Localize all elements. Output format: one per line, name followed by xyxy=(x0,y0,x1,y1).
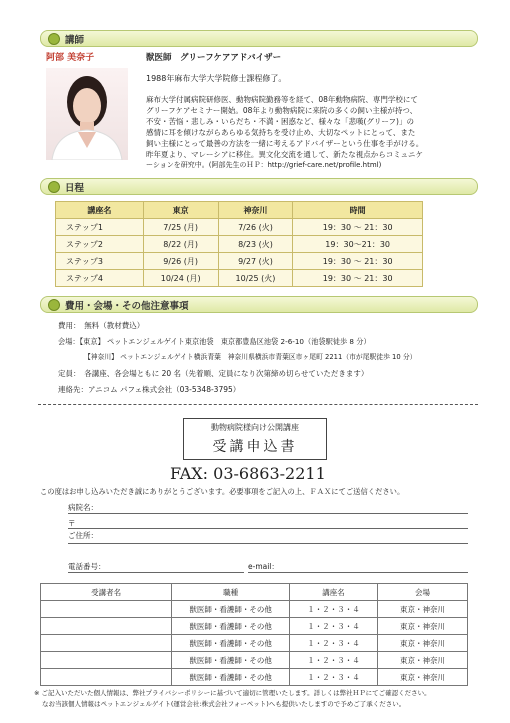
time-cell: 19：30 ～ 21：30 xyxy=(293,270,423,287)
header-kanagawa: 神奈川 xyxy=(218,202,293,219)
applicant-name-field[interactable] xyxy=(41,618,172,635)
bio-line: 昨年夏より、マレーシアに移住。異文化交流を通して、新たな視点からコミュニケ xyxy=(146,150,424,159)
lecturer-degree: 1988年麻布大学大学院修士課程修了。 xyxy=(146,74,287,83)
form-subtitle: 動物病院様向け公開講座 xyxy=(211,423,299,432)
tokyo-date-cell: 7/25 (月) xyxy=(143,219,218,236)
applicant-table xyxy=(40,583,468,686)
bio-line: 不安・苦悩・悲しみ・いらだち・不満・困惑など、様々な「悲嘆(グリーフ)」の xyxy=(146,117,414,126)
form-intro: この度はお申し込みいただき誠にありがとうございます。必要事項をご記入の上、ＦＡＸにてご送信ください。 xyxy=(40,487,405,496)
kanagawa-date-cell: 10/25 (火) xyxy=(218,270,293,287)
bio-line: 麻布大学付属病院研修医、動物病院勤務等を経て、08年動物病院、専門学校にて xyxy=(146,95,418,104)
table-row xyxy=(41,618,468,635)
job-options[interactable]: 獣医師・看護師・その他 xyxy=(172,652,290,669)
lecturer-photo xyxy=(46,68,128,160)
applicant-name-field[interactable] xyxy=(41,635,172,652)
bio-line: ーションを研究中。(阿部先生のＨＰ：http://grief-care.net/profile.html) xyxy=(146,161,382,169)
address-field[interactable] xyxy=(68,543,468,544)
lecturer-section-header xyxy=(40,30,478,47)
venue-options[interactable]: 東京・神奈川 xyxy=(377,652,467,669)
bullet-icon xyxy=(48,299,60,311)
course-cell: ステップ4 xyxy=(56,270,144,287)
course-cell: ステップ3 xyxy=(56,253,144,270)
applicant-name-field[interactable] xyxy=(41,652,172,669)
venue-options[interactable]: 東京・神奈川 xyxy=(377,618,467,635)
job-options[interactable]: 獣医師・看護師・その他 xyxy=(172,669,290,686)
form-title-box xyxy=(183,418,327,460)
schedule-header-row xyxy=(56,202,423,219)
info-section-title: 費用・会場・その他注意事項 xyxy=(65,301,189,312)
bio-line: グリーフケアセミナー開始。08年より動物病院に来院の多くの飼い主様が持つ、 xyxy=(146,106,418,115)
job-options[interactable]: 獣医師・看護師・その他 xyxy=(172,635,290,652)
tokyo-date-cell: 8/22 (月) xyxy=(143,236,218,253)
venue-kanagawa-text: 【神奈川】 ペットエンジェルゲイト横浜青葉 神奈川県横浜市青葉区市ヶ尾町 2211（市が尾駅徒歩 10 分） xyxy=(84,353,417,361)
capacity-text: 定員： 各講座、各会場ともに 20 名（先着順、定員になり次第締め切らせていただきます） xyxy=(58,369,369,378)
fax-number: FAX: 03-6863-2211 xyxy=(170,464,326,483)
bio-line: 飼い主様にとって最善の方法を一緒に考えるアドバイザーという仕事を手がける。 xyxy=(146,139,424,148)
lecturer-name: 阿部 美奈子 xyxy=(46,53,95,63)
course-cell: ステップ2 xyxy=(56,236,144,253)
table-row xyxy=(41,669,468,686)
header-venue: 会場 xyxy=(377,584,467,601)
course-options[interactable]: １・２・３・４ xyxy=(289,601,377,618)
fee-text: 費用： 無料（教材費込） xyxy=(58,321,145,330)
phone-field[interactable] xyxy=(68,572,244,573)
hospital-label: 病院名： xyxy=(68,503,98,512)
header-job: 職種 xyxy=(172,584,290,601)
venue-options[interactable]: 東京・神奈川 xyxy=(377,669,467,686)
kanagawa-date-cell: 9/27 (火) xyxy=(218,253,293,270)
course-cell: ステップ1 xyxy=(56,219,144,236)
cut-line xyxy=(38,404,478,405)
bullet-icon xyxy=(48,33,60,45)
header-course: 講座名 xyxy=(289,584,377,601)
header-tokyo: 東京 xyxy=(143,202,218,219)
table-row xyxy=(41,652,468,669)
venue-options[interactable]: 東京・神奈川 xyxy=(377,635,467,652)
kanagawa-date-cell: 8/23 (火) xyxy=(218,236,293,253)
table-row xyxy=(41,601,468,618)
schedule-section-header xyxy=(40,178,478,195)
kanagawa-date-cell: 7/26 (火) xyxy=(218,219,293,236)
phone-label: 電話番号： xyxy=(68,562,106,571)
table-row xyxy=(41,635,468,652)
table-row xyxy=(56,270,423,287)
privacy-note: ※ ご記入いただいた個人情報は、弊社プライバシーポリシーに基づいて適切に管理いたします。詳しくは弊社ＨＰにてご確認ください。 xyxy=(34,689,431,697)
lecturer-section-title: 講師 xyxy=(65,35,85,46)
address-label: ご住所： xyxy=(68,531,98,540)
time-cell: 19：30 ～ 21：30 xyxy=(293,219,423,236)
header-time: 時間 xyxy=(293,202,423,219)
info-section-header xyxy=(40,296,478,313)
table-row xyxy=(56,236,423,253)
bullet-icon xyxy=(48,181,60,193)
applicant-name-field[interactable] xyxy=(41,669,172,686)
applicant-name-field[interactable] xyxy=(41,601,172,618)
schedule-table xyxy=(55,201,423,287)
email-field[interactable] xyxy=(248,572,468,573)
job-options[interactable]: 獣医師・看護師・その他 xyxy=(172,601,290,618)
time-cell: 19：30 ～ 21：30 xyxy=(293,253,423,270)
header-applicant-name: 受講者名 xyxy=(41,584,172,601)
postal-field[interactable] xyxy=(68,528,468,529)
privacy-note-2: なお当該個人情報はペットエンジェルゲイト(運営会社:株式会社フォーペット)へも提供いたしますので予めご了承ください。 xyxy=(42,700,406,708)
applicant-header-row xyxy=(41,584,468,601)
table-row xyxy=(56,219,423,236)
course-options[interactable]: １・２・３・４ xyxy=(289,635,377,652)
course-options[interactable]: １・２・３・４ xyxy=(289,618,377,635)
contact-text: 連絡先：アニコム パフェ株式会社（03-5348-3795） xyxy=(58,385,241,394)
postal-label: 〒 xyxy=(68,519,76,528)
schedule-section-title: 日程 xyxy=(65,183,85,194)
header-course: 講座名 xyxy=(56,202,144,219)
table-row xyxy=(56,253,423,270)
form-title: 受講申込書 xyxy=(212,439,298,455)
bio-line: 感情に耳を傾けながらあらゆる気持ちを受け止め、大切なペットにとって、また xyxy=(146,128,416,137)
venue-tokyo-text: 会場：【東京】 ペットエンジェルゲイト東京池袋 東京都豊島区池袋 2-6-10（池袋駅徒歩 8 分） xyxy=(58,337,371,346)
tokyo-date-cell: 9/26 (月) xyxy=(143,253,218,270)
lecturer-role: 獣医師 グリーフケアアドバイザー xyxy=(146,53,282,63)
email-label: e-mail： xyxy=(248,562,279,571)
hospital-field[interactable] xyxy=(68,513,468,514)
course-options[interactable]: １・２・３・４ xyxy=(289,652,377,669)
tokyo-date-cell: 10/24 (月) xyxy=(143,270,218,287)
job-options[interactable]: 獣医師・看護師・その他 xyxy=(172,618,290,635)
venue-options[interactable]: 東京・神奈川 xyxy=(377,601,467,618)
course-options[interactable]: １・２・３・４ xyxy=(289,669,377,686)
time-cell: 19：30～21：30 xyxy=(293,236,423,253)
